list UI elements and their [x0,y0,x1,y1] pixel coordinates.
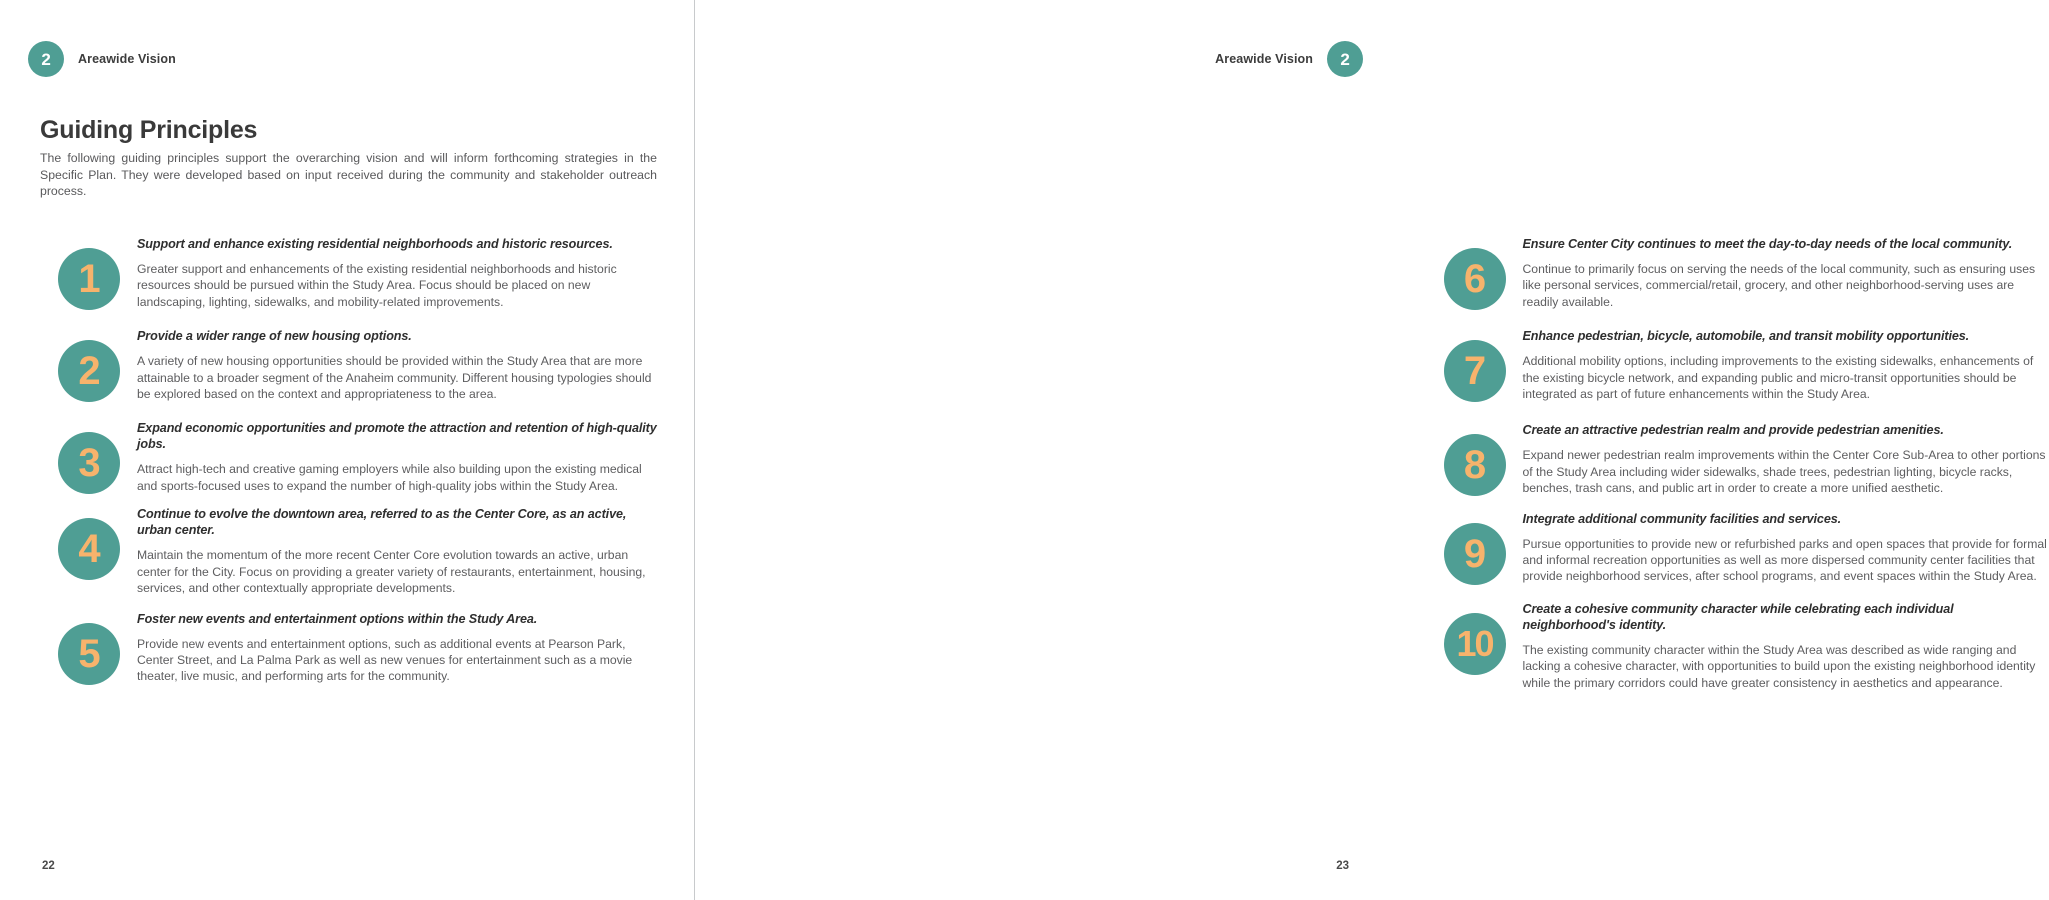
principle-heading: Ensure Center City continues to meet the day-to-day needs of the local community. [1522,237,2013,251]
principle-body [1506,422,2049,496]
principle-item [1444,511,2049,585]
principle-heading: Provide a wider range of new housing options. [137,329,412,344]
principle-item [58,420,658,494]
running-header-right [1215,41,1363,77]
principle-item [1444,422,2049,496]
principles-list-right [1444,236,2049,710]
principle-body [1506,601,2049,691]
chapter-label: Areawide Vision [1215,52,1313,66]
principle-heading: Create a cohesive community character while celebrating each individual neighborhood's identity. [1522,601,1954,632]
principle-body [120,236,658,310]
principle-number-circle: 3 [58,432,120,494]
principle-number-circle: 9 [1444,523,1506,585]
principle-number-circle: 10 [1444,613,1506,675]
chapter-number-badge: 2 [28,41,64,77]
principle-text: The existing community character within the Study Area was described as wide ranging and lacking a cohesive character, with opportunities to build upon the existing neighborhood identity while the primary corridors could have greater consistency in aesthetics and appearance. [1522,642,2036,690]
principle-heading: Expand economic opportunities and promote the attraction and retention of high-quality jobs. [137,421,657,452]
principle-body [120,506,658,596]
principle-number-circle: 8 [1444,434,1506,496]
principle-number-circle: 2 [58,340,120,402]
principle-heading: Support and enhance existing residential neighborhoods and historic resources. [137,237,613,251]
principle-body [1506,328,2049,402]
principle-body [1506,236,2049,310]
principle-text: Expand newer pedestrian realm improvements within the Center Core Sub-Area to other portions of the Study Area including wider sidewalks, shade trees, pedestrian lighting, bicycle racks, benches, trash cans, and public art in order to create a more unified aesthetic. [1522,448,2046,496]
principle-item [58,328,658,402]
principle-body [1506,511,2049,585]
principle-item [58,611,658,685]
principle-body [120,420,658,494]
principles-list-left [58,236,658,704]
page-number-right: 23 [1336,860,1349,872]
principle-number-circle: 7 [1444,340,1506,402]
chapter-number-badge: 2 [1327,41,1363,77]
principle-text: A variety of new housing opportunities should be provided within the Study Area that are more attainable to a broader segment of the Anaheim community. Different housing typologies should be explored based on the context and appropriateness to the area. [137,354,652,402]
principle-body [120,611,658,685]
principle-body [120,328,658,402]
principle-heading: Enhance pedestrian, bicycle, automobile, and transit mobility opportunities. [1522,329,1970,344]
principle-heading: Foster new events and entertainment options within the Study Area. [137,611,538,626]
principle-text: Continue to primarily focus on serving the needs of the local community, such as ensuring uses like personal services, commercial/retail, grocery, and other neighborhood-serving uses are readily available. [1522,262,2036,309]
principle-heading: Integrate additional community facilities and services. [1522,511,1842,526]
left-page [0,0,696,900]
principle-text: Attract high-tech and creative gaming employers while also building upon the existing medical and sports-focused uses to expand the number of high-quality jobs within the Study Area. [137,462,642,493]
principle-text: Maintain the momentum of the more recent Center Core evolution towards an active, urban center for the City. Focus on providing a greater variety of restaurants, entertainment, housing, services, and other contextually appropriate developments. [137,548,646,596]
chapter-label: Areawide Vision [78,52,176,66]
principle-item [1444,236,2049,310]
principle-number-circle: 1 [58,248,120,310]
principle-item [58,506,658,596]
page-title: Guiding Principles [40,116,258,144]
principle-number-circle: 6 [1444,248,1506,310]
principle-item [1444,601,2049,691]
running-header-left [28,41,176,77]
principle-text: Additional mobility options, including improvements to the existing sidewalks, enhancements of the existing bicycle network, and expanding public and micro-transit opportunities should be integrated as part of future enhancements within the Study Area. [1522,354,2034,402]
intro-paragraph: The following guiding principles support the overarching vision and will inform forthcoming strategies in the Specific Plan. They were developed based on input received during the community and stakeholder outreach process. [40,151,657,199]
principle-heading: Continue to evolve the downtown area, referred to as the Center Core, as an active, urban center. [137,507,627,538]
principle-heading: Create an attractive pedestrian realm and provide pedestrian amenities. [1522,423,1944,438]
principle-text: Provide new events and entertainment options, such as additional events at Pearson Park, Center Street, and La Palma Park as well as new venues for entertainment such as a movie theater, live music, and performing arts for the community. [137,636,633,684]
principle-number-circle: 5 [58,623,120,685]
page-number-left: 22 [42,860,55,872]
principle-item [1444,328,2049,402]
right-page [696,0,2047,900]
principle-number-circle: 4 [58,518,120,580]
spread-divider [694,0,695,900]
principle-item [58,236,658,310]
principle-text: Greater support and enhancements of the existing residential neighborhoods and historic resources should be pursued within the Study Area. Focus should be placed on new landscaping, lighting, sidewalks, and mobility-related improvements. [137,262,617,309]
principle-text: Pursue opportunities to provide new or refurbished parks and open spaces that provide for formal and informal recreation opportunities as well as more dispersed community center facilities that provide neighborhood services, after school programs, and event spaces within the Study Area. [1522,536,2047,584]
